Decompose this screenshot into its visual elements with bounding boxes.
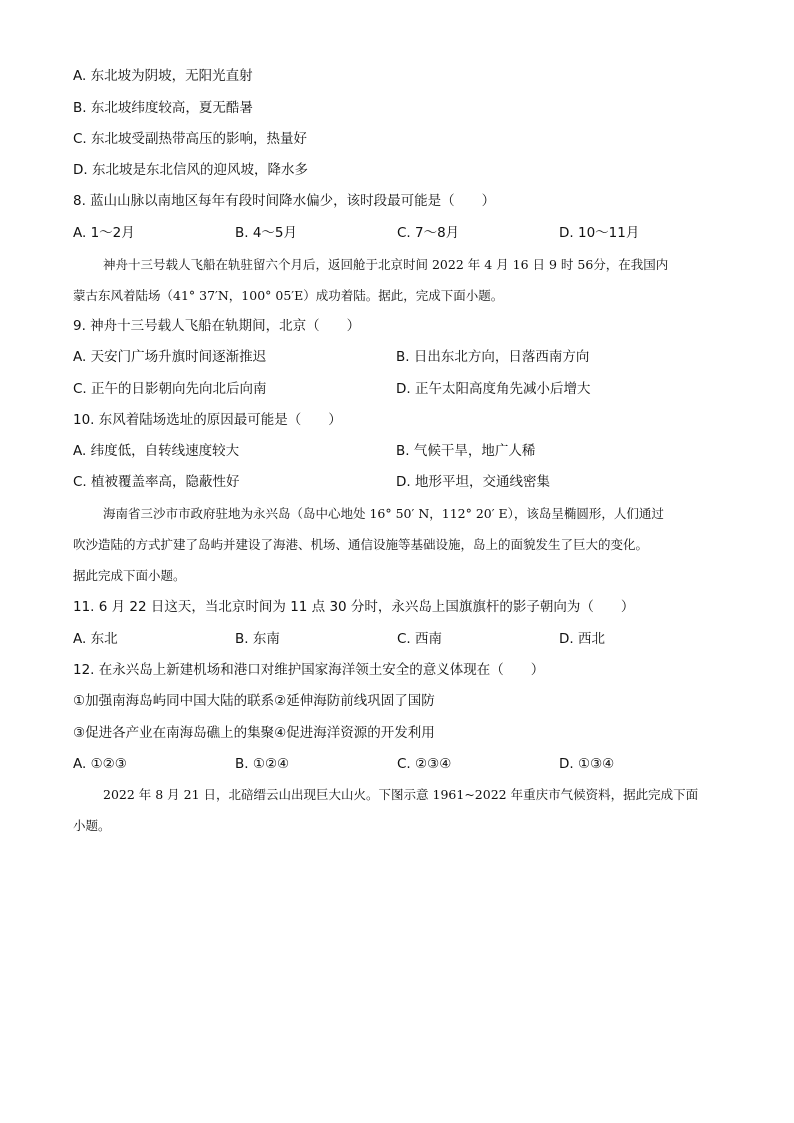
passage1-line1: 神舟十三号载人飞船在轨驻留六个月后，返回舱于北京时间 2022 年 4 月 16 日 9 时 56分，在我国内 <box>103 257 669 272</box>
q7-option-d: D. 东北坡是东北信风的迎风坡，降水多 <box>73 162 308 178</box>
q8-options <box>73 224 733 242</box>
q12-option-d: D. ①③④ <box>559 756 615 772</box>
q10-options-row2 <box>73 473 733 491</box>
q10-stem: 10. 东风着陆场选址的原因最可能是（ ） <box>73 412 342 428</box>
q11-stem: 11. 6 月 22 日这天，当北京时间为 11 点 30 分时，永兴岛上国旗旗杆的影子朝向为（ ） <box>73 599 635 615</box>
q8-option-b: B. 4～5月 <box>235 225 298 241</box>
passage2-line1: 海南省三沙市市政府驻地为永兴岛（岛中心地处 16° 50′ N，112° 20′ E），该岛呈椭圆形，人们通过 <box>103 506 664 521</box>
q12-stem: 12. 在永兴岛上新建机场和港口对维护国家海洋领土安全的意义体现在（ ） <box>73 662 545 678</box>
passage1-line2: 蒙古东风着陆场（41° 37′N，100° 05′E）成功着陆。据此，完成下面小题。 <box>73 288 504 303</box>
q7-option-a: A. 东北坡为阴坡，无阳光直射 <box>73 68 253 84</box>
q11-option-b: B. 东南 <box>235 631 280 647</box>
q12-option-b: B. ①②④ <box>235 756 290 772</box>
q11-option-a: A. 东北 <box>73 631 118 647</box>
q11-option-c: C. 西南 <box>397 631 443 647</box>
q10-option-c: C. 植被覆盖率高，隐蔽性好 <box>73 474 240 490</box>
q7-option-b: B. 东北坡纬度较高，夏无酷暑 <box>73 100 253 116</box>
q10-option-b: B. 气候干旱，地广人稀 <box>396 443 536 459</box>
q9-option-d: D. 正午太阳高度角先减小后增大 <box>396 381 591 397</box>
q9-option-a: A. 天安门广场升旗时间逐渐推迟 <box>73 349 267 365</box>
q10-option-d: D. 地形平坦，交通线密集 <box>396 474 550 490</box>
q11-options <box>73 630 733 648</box>
q9-options-row2 <box>73 380 733 398</box>
q12-statement2: ③促进各产业在南海岛礁上的集聚④促进海洋资源的开发利用 <box>73 725 435 741</box>
q9-option-c: C. 正午的日影朝向先向北后向南 <box>73 381 267 397</box>
q11-option-d: D. 西北 <box>559 631 605 647</box>
q12-options <box>73 755 733 773</box>
q10-options-row1 <box>73 442 733 460</box>
q8-option-d: D. 10～11月 <box>559 225 640 241</box>
passage2-line2: 吹沙造陆的方式扩建了岛屿并建设了海港、机场、通信设施等基础设施，岛上的面貌发生了巨大的变化。 <box>73 537 649 552</box>
q8-stem: 8. 蓝山山脉以南地区每年有段时间降水偏少，该时段最可能是（ ） <box>73 193 496 209</box>
q9-option-b: B. 日出东北方向，日落西南方向 <box>396 349 590 365</box>
q12-option-c: C. ②③④ <box>397 756 452 772</box>
q12-option-a: A. ①②③ <box>73 756 127 772</box>
q8-option-c: C. 7～8月 <box>397 225 460 241</box>
passage3-line1: 2022 年 8 月 21 日，北碚缙云山出现巨大山火。下图示意 1961~2022 年重庆市气候资料，据此完成下面 <box>103 787 699 802</box>
passage2-line3: 据此完成下面小题。 <box>73 568 186 583</box>
q7-option-c: C. 东北坡受副热带高压的影响，热量好 <box>73 131 308 147</box>
q10-option-a: A. 纬度低，自转线速度较大 <box>73 443 240 459</box>
q8-option-a: A. 1～2月 <box>73 225 135 241</box>
passage3-line2: 小题。 <box>73 818 111 833</box>
q12-statement1: ①加强南海岛屿同中国大陆的联系②延伸海防前线巩固了国防 <box>73 693 435 709</box>
q9-stem: 9. 神舟十三号载人飞船在轨期间，北京（ ） <box>73 318 361 334</box>
q9-options-row1 <box>73 348 733 366</box>
